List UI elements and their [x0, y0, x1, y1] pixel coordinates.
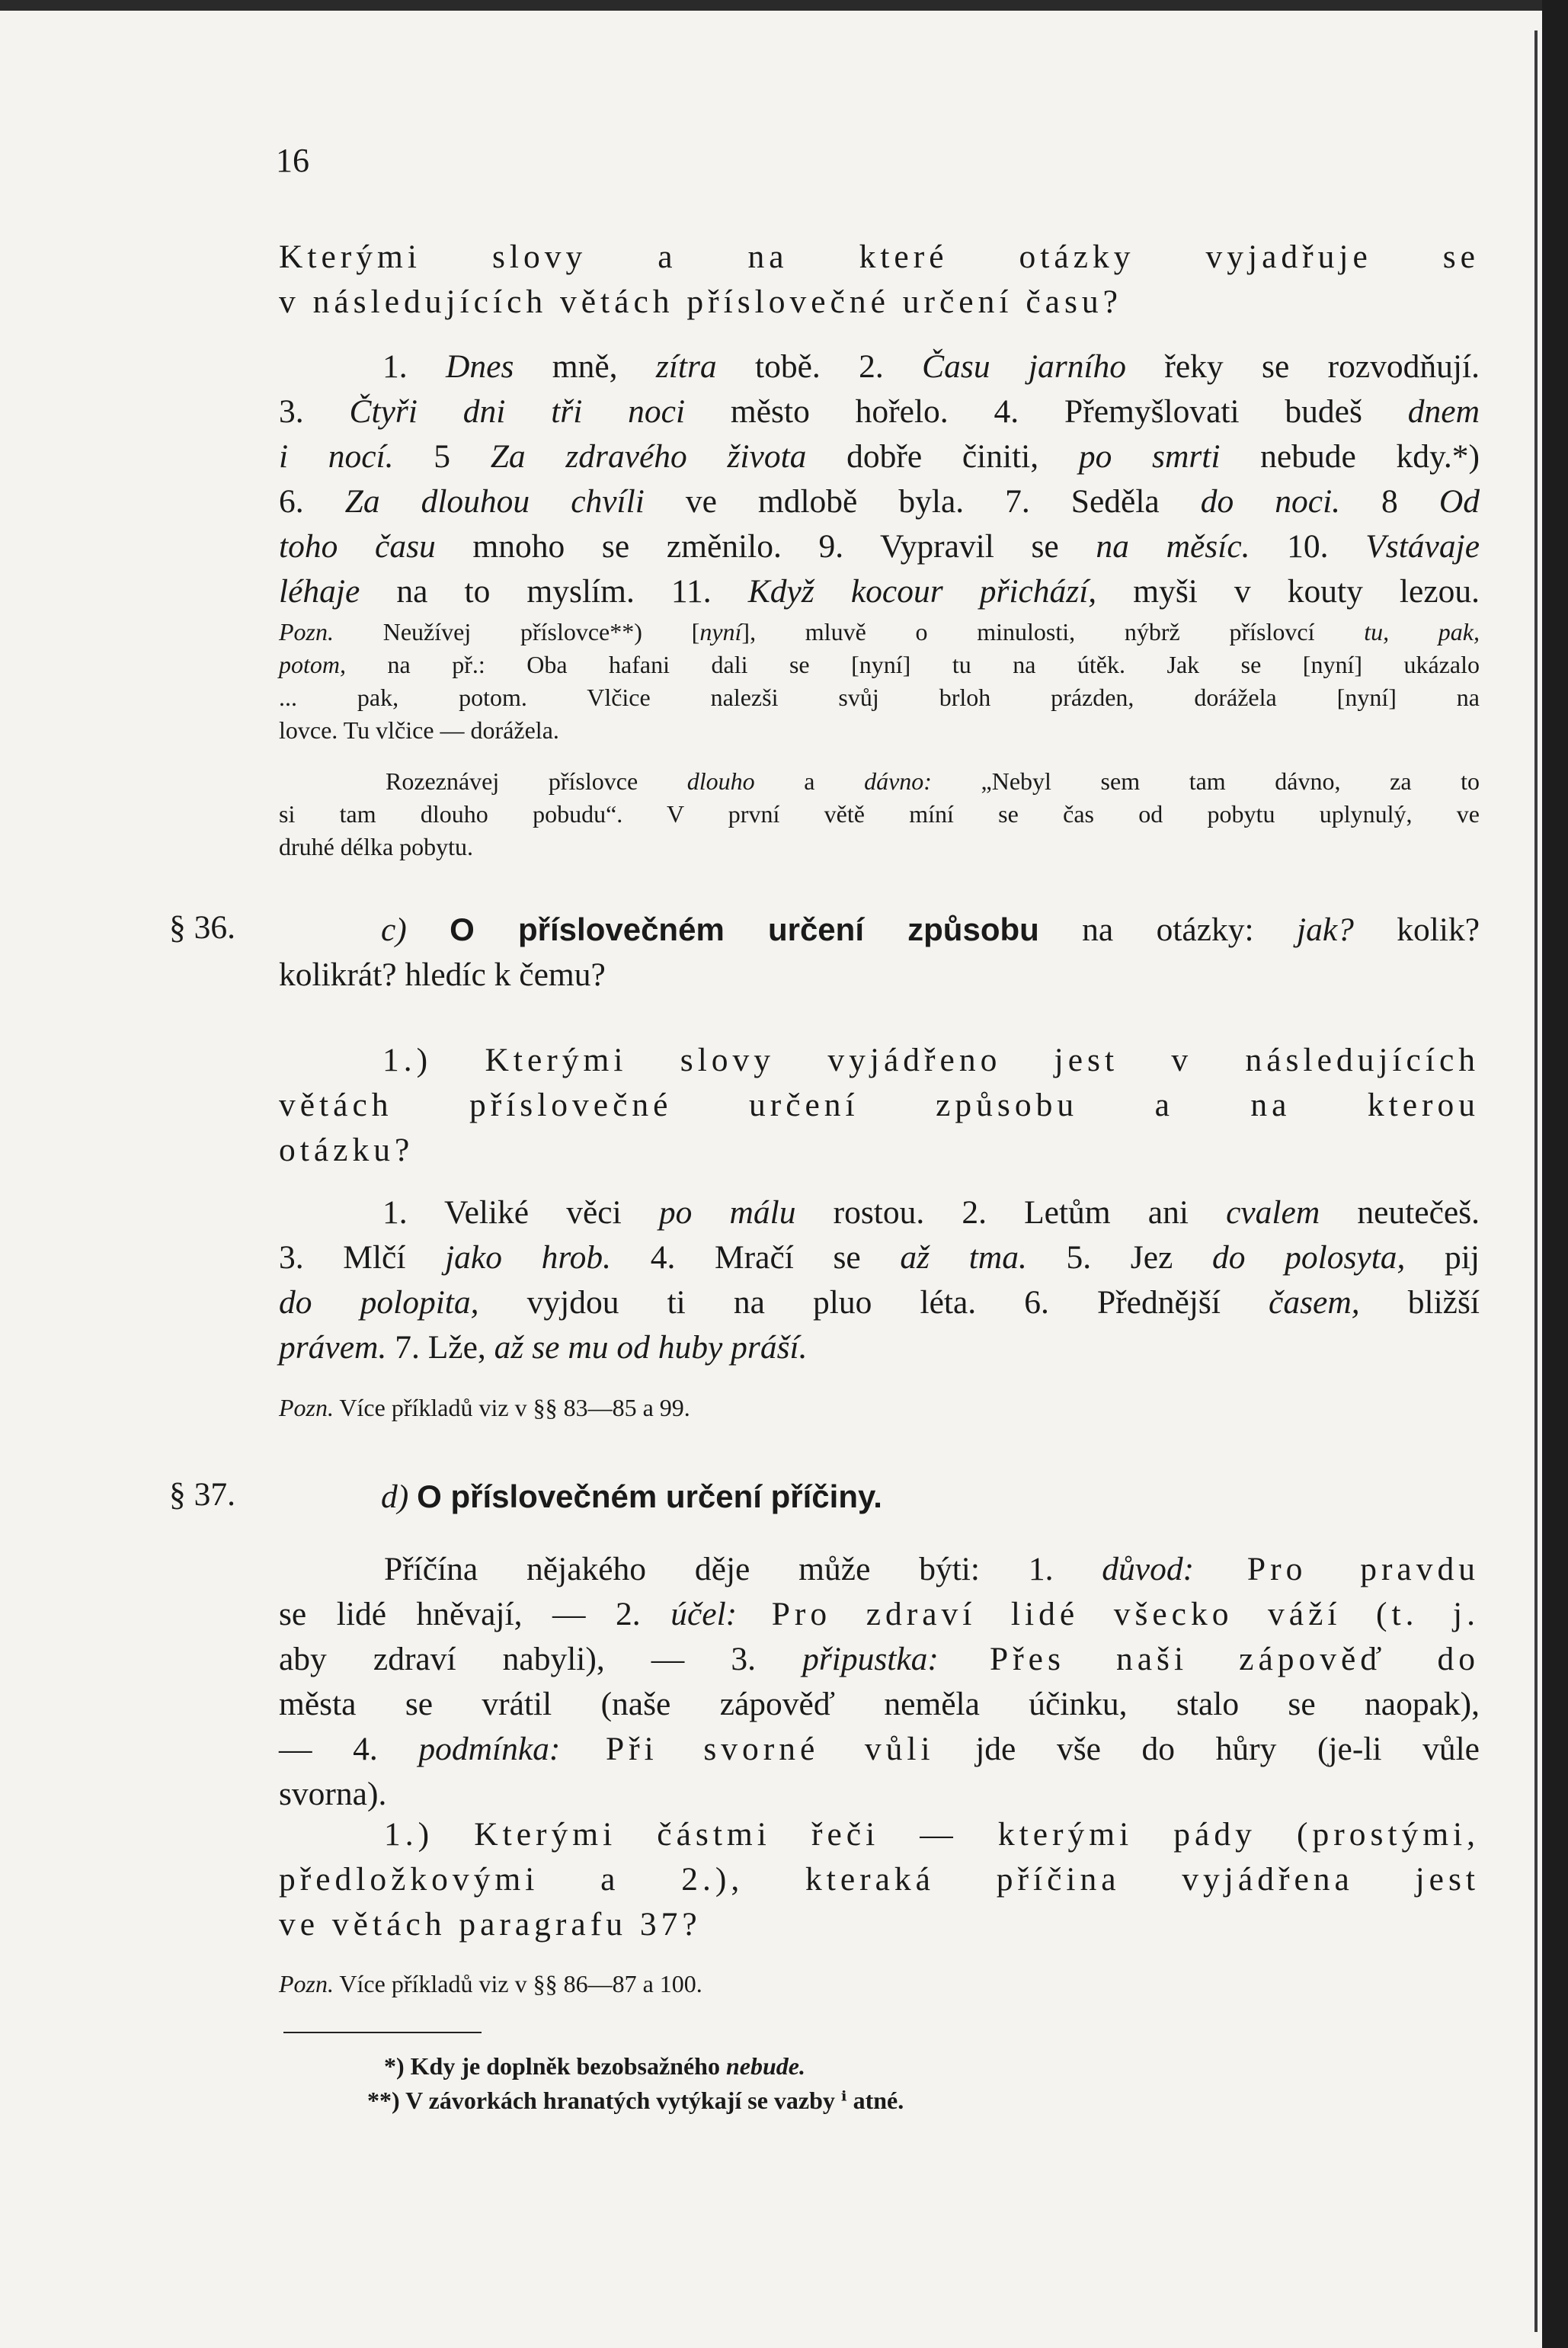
s37-line-5: — 4. podmínka: Při svorné vůli jde vše do hůry (je-li vůle — [279, 1731, 1480, 1767]
section-37-title-line: d) O příslovečném určení příčiny. — [381, 1478, 882, 1515]
s37-line-1: Příčína nějakého děje může býti: 1. důvod: Pro pravdu — [384, 1551, 1480, 1587]
section-37-heading — [279, 1474, 1480, 1520]
note-1-line-1: Pozn. Neužívej příslovce**) [nyní], mluvě o minulosti, nýbrž příslovcí tu, pak, — [279, 618, 1480, 645]
note-2-line-1: Rozeznávej příslovce dlouho a dávno: „Nebyl sem tam dávno, za to — [386, 767, 1480, 795]
section-36-examples — [279, 1190, 1480, 1370]
s36-e-line-2: 3. Mlčí jako hrob. 4. Mračí se až tma. 5. Jez do polosyta, pij — [279, 1239, 1480, 1276]
time-line-3: i nocí. 5 Za zdravého života dobře činiti, po smrti nebude kdy.*) — [279, 438, 1480, 475]
section-37-body — [279, 1547, 1480, 1817]
s36-q-line-3: otázku? — [279, 1132, 414, 1168]
page-number: 16 — [276, 142, 309, 179]
s37-line-2: se lidé hněvají, — 2. účel: Pro zdraví lidé všecko váží (t. j. — [279, 1596, 1480, 1632]
intro-question — [279, 235, 1480, 325]
section-36-title-line: c) O příslovečném určení způsobu na otázky: jak? kolik? — [381, 911, 1480, 948]
section-37-question — [279, 1812, 1480, 1947]
s36-q-line-2: větách příslovečné určení způsobu a na kterou — [279, 1087, 1480, 1123]
footnote-rule — [283, 2032, 482, 2033]
time-line-2: 3. Čtyři dni tři noci město hořelo. 4. Přemyšlovati budeš dnem — [279, 393, 1480, 430]
s36-q-line-1: 1.) Kterými slovy vyjádřeno jest v následujících — [382, 1042, 1480, 1078]
section-36-heading — [279, 907, 1480, 998]
s37-note-line: Pozn. Více příkladů viz v §§ 86—87 a 100. — [279, 1970, 702, 1997]
section-36-question — [279, 1038, 1480, 1173]
scan-right-edge — [1542, 0, 1568, 2348]
s36-e-line-3: do polopita, vyjdou ti na pluo léta. 6. Přednější časem, bližší — [279, 1284, 1480, 1321]
note-2 — [279, 765, 1480, 863]
s37-line-6: svorna). — [279, 1776, 387, 1812]
time-line-1: 1. Dnes mně, zítra tobě. 2. Času jarního řeky se rozvodňují. — [382, 348, 1480, 385]
s37-line-4: města se vrátil (naše zápověď neměla účinku, stalo se naopak), — [279, 1686, 1480, 1722]
s37-q-line-1: 1.) Kterými částmi řeči — kterými pády (prostými, — [384, 1816, 1480, 1853]
scan-top-edge — [0, 0, 1568, 11]
section-36-title-line-2: kolikrát? hledíc k čemu? — [279, 956, 606, 993]
s37-q-line-3: ve větách paragrafu 37? — [279, 1906, 702, 1943]
note-1-line-3: ... pak, potom. Vlčice nalezši svůj brloh prázden, dorážela [nyní] na — [279, 684, 1480, 711]
s37-line-3: aby zdraví nabyli), — 3. připustka: Přes naši zápověď do — [279, 1641, 1480, 1677]
time-examples — [279, 344, 1480, 614]
intro-line-1: Kterými slovy a na které otázky vyjadřuje se — [279, 239, 1480, 275]
section-36-number: § 36. — [169, 909, 235, 946]
footnote-2: **) V závorkách hranatých vytýkají se vazby ⁱ atné. — [367, 2087, 904, 2114]
scan-right-line — [1534, 30, 1538, 2332]
s36-e-line-4: právem. 7. Lže, až se mu od huby práší. — [279, 1329, 808, 1366]
s36-note-line: Pozn. Více příkladů viz v §§ 83—85 a 99. — [279, 1394, 690, 1421]
note-2-line-3: druhé délka pobytu. — [279, 833, 474, 860]
intro-line-2: v následujících větách příslovečné určení času? — [279, 283, 1122, 320]
note-1-line-4: lovce. Tu vlčice — dorážela. — [279, 716, 559, 744]
section-37-number: § 37. — [169, 1476, 235, 1513]
s37-q-line-2: předložkovými a 2.), kteraká příčina vyjádřena jest — [279, 1861, 1480, 1898]
time-line-4: 6. Za dlouhou chvíli ve mdlobě byla. 7. Seděla do noci. 8 Od — [279, 483, 1480, 520]
section-37-note — [279, 1968, 1480, 2000]
note-1-line-2: potom, na př.: Oba hafani dali se [nyní] tu na útěk. Jak se [nyní] ukázalo — [279, 651, 1480, 678]
note-1 — [279, 616, 1480, 747]
footnote-1: *) Kdy je doplněk bezobsažného nebude. — [384, 2052, 805, 2080]
s36-e-line-1: 1. Veliké věci po málu rostou. 2. Letům ani cvalem neutečeš. — [382, 1194, 1480, 1231]
time-line-6: léhaje na to myslím. 11. Když kocour přichází, myši v kouty lezou. — [279, 573, 1480, 610]
note-2-line-2: si tam dlouho pobudu“. V první větě míní se čas od pobytu uplynulý, ve — [279, 800, 1480, 828]
section-36-note — [279, 1392, 1480, 1424]
time-line-5: toho času mnoho se změnilo. 9. Vypravil se na měsíc. 10. Vstávaje — [279, 528, 1480, 565]
